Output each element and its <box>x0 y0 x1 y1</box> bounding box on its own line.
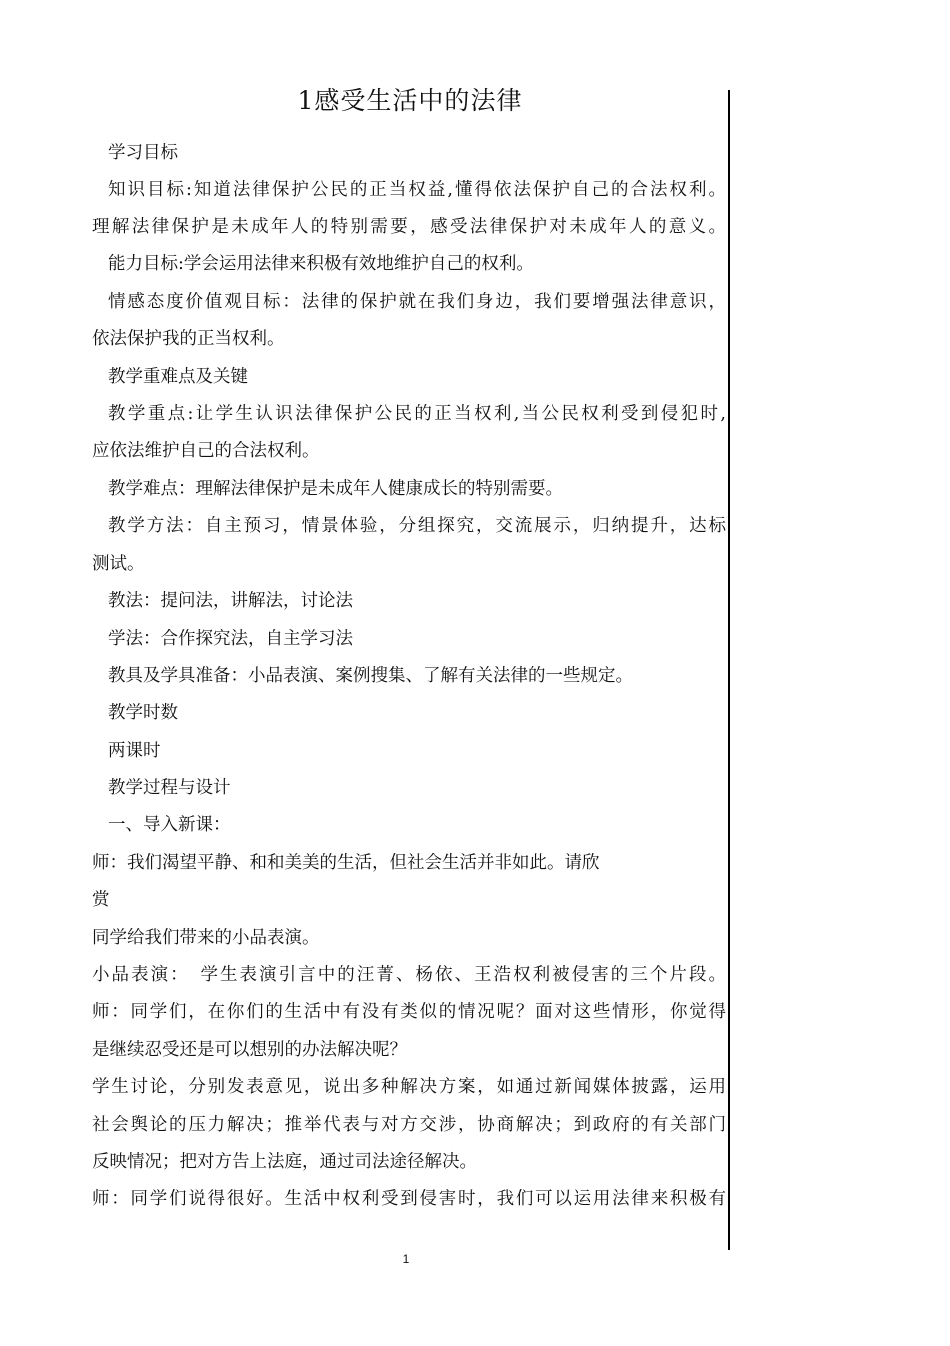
body-line: 两课时 <box>108 741 161 761</box>
body-line: 小品表演： 学生表演引言中的汪菁、杨依、王浩权利被侵害的三个片段。 <box>92 965 726 985</box>
body-line: 一、导入新课： <box>108 815 231 835</box>
body-line: 教学重难点及关键 <box>108 367 248 387</box>
body-line: 教具及学具准备：小品表演、案例搜集、了解有关法律的一些规定。 <box>108 666 633 686</box>
document-title: 1感受生活中的法律 <box>297 86 523 115</box>
page-number: 1 <box>402 1252 410 1266</box>
body-line: 社会舆论的压力解决；推举代表与对方交涉，协商解决；到政府的有关部门 <box>92 1115 726 1135</box>
body-line: 理解法律保护是未成年人的特别需要，感受法律保护对未成年人的意义。 <box>92 217 726 237</box>
body-line: 教学重点:让学生认识法律保护公民的正当权利,当公民权利受到侵犯时, <box>108 404 726 424</box>
body-line: 依法保护我的正当权利。 <box>92 329 285 349</box>
body-line: 学习目标 <box>108 143 178 163</box>
body-line: 应依法维护自己的合法权利。 <box>92 441 320 461</box>
body-line: 学生讨论，分别发表意见，说出多种解决方案，如通过新闻媒体披露，运用 <box>92 1077 726 1097</box>
body-line: 同学给我们带来的小品表演。 <box>92 928 320 948</box>
body-line: 能力目标:学会运用法律来积极有效地维护自己的权利。 <box>108 254 534 274</box>
body-line: 教学方法：自主预习，情景体验，分组探究，交流展示，归纳提升，达标 <box>108 516 726 536</box>
body-line: 师：我们渴望平静、和和美美的生活，但社会生活并非如此。请欣 <box>92 853 600 873</box>
body-line: 反映情况；把对方告上法庭，通过司法途径解决。 <box>92 1152 477 1172</box>
body-line: 教学时数 <box>108 703 178 723</box>
body-line: 教学过程与设计 <box>108 778 231 798</box>
body-line: 师：同学们说得很好。生活中权利受到侵害时，我们可以运用法律来积极有 <box>92 1189 726 1209</box>
body-line: 师：同学们，在你们的生活中有没有类似的情况呢？面对这些情形，你觉得 <box>92 1002 726 1022</box>
body-line: 教学难点：理解法律保护是未成年人健康成长的特别需要。 <box>108 479 563 499</box>
body-line: 情感态度价值观目标：法律的保护就在我们身边，我们要增强法律意识， <box>108 292 726 312</box>
body-line: 知识目标:知道法律保护公民的正当权益,懂得依法保护自己的合法权利。 <box>108 180 726 200</box>
body-line: 赏 <box>92 890 110 910</box>
body-line: 学法：合作探究法，自主学习法 <box>108 629 353 649</box>
body-line: 教法：提问法，讲解法，讨论法 <box>108 591 353 611</box>
body-line: 测试。 <box>92 554 145 574</box>
body-line: 是继续忍受还是可以想别的办法解决呢？ <box>92 1040 407 1060</box>
